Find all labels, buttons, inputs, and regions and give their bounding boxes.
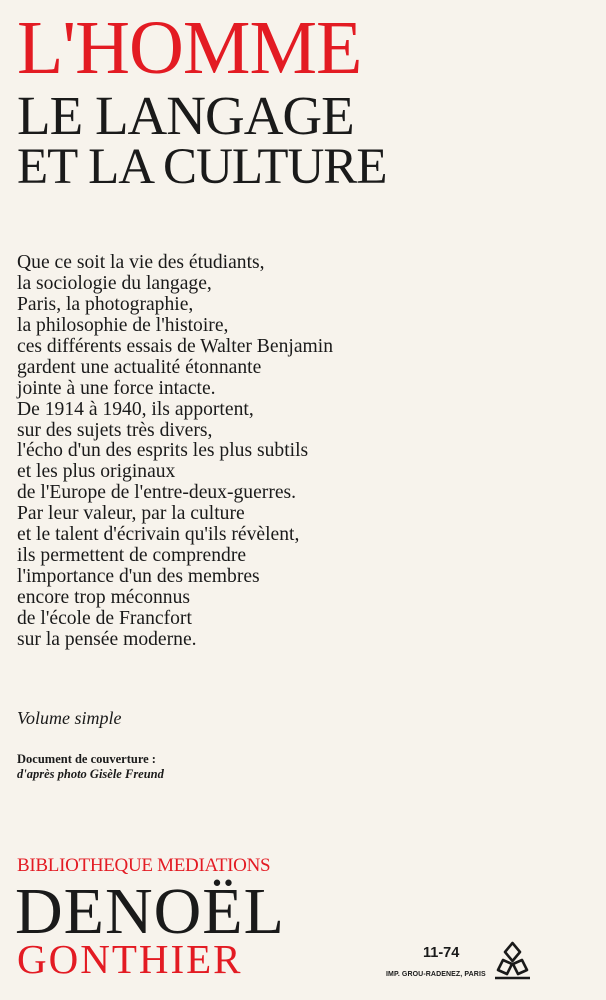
blurb-line: l'écho d'un des esprits les plus subtils [17,440,309,462]
title-line-2: LE LANGAGE [17,85,354,146]
blurb-line: de l'école de Francfort [17,607,192,629]
blurb-line: Par leur valeur, par la culture [17,503,245,525]
printer-line: IMP. GROU-RADENEZ, PARIS [386,971,486,978]
title-line-1: L'HOMME [17,6,362,90]
publisher-logo-icon [490,940,535,982]
blurb-line: ils permettent de comprendre [17,545,247,567]
blurb-line: sur la pensée moderne. [17,628,197,650]
blurb-line: de l'Europe de l'entre-deux-guerres. [17,482,297,504]
volume-note: Volume simple [17,708,122,728]
blurb-line: jointe à une force intacte. [17,377,216,399]
blurb-line: la sociologie du langage, [17,272,212,294]
blurb-line: sur des sujets très divers, [17,419,213,441]
title-line-3: ET LA CULTURE [17,139,387,195]
blurb-line: encore trop méconnus [17,587,191,608]
blurb-line: De 1914 à 1940, ils apportent, [17,398,254,420]
blurb-line: la philosophie de l'histoire, [17,314,229,336]
date-code: 11-74 [423,945,460,961]
cover-photo-credit: d'après photo Gisèle Freund [17,767,164,781]
blurb-text [17,253,537,651]
blurb-line: Que ce soit la vie des étudiants, [17,252,265,273]
blurb-line: et le talent d'écrivain qu'ils révèlent, [17,524,300,546]
blurb-line: Paris, la photographie, [17,293,194,315]
blurb-line: l'importance d'un des membres [17,566,260,588]
blurb-line: et les plus originaux [17,461,176,483]
blurb-line: gardent une actualité étonnante [17,356,262,378]
cover-document-label: Document de couverture : [17,752,156,766]
blurb-line: ces différents essais de Walter Benjamin [17,335,333,357]
series-name: BIBLIOTHEQUE MEDIATIONS [17,855,271,876]
publisher-name: DENOËL [15,875,285,948]
imprint-name: GONTHIER [17,936,243,982]
